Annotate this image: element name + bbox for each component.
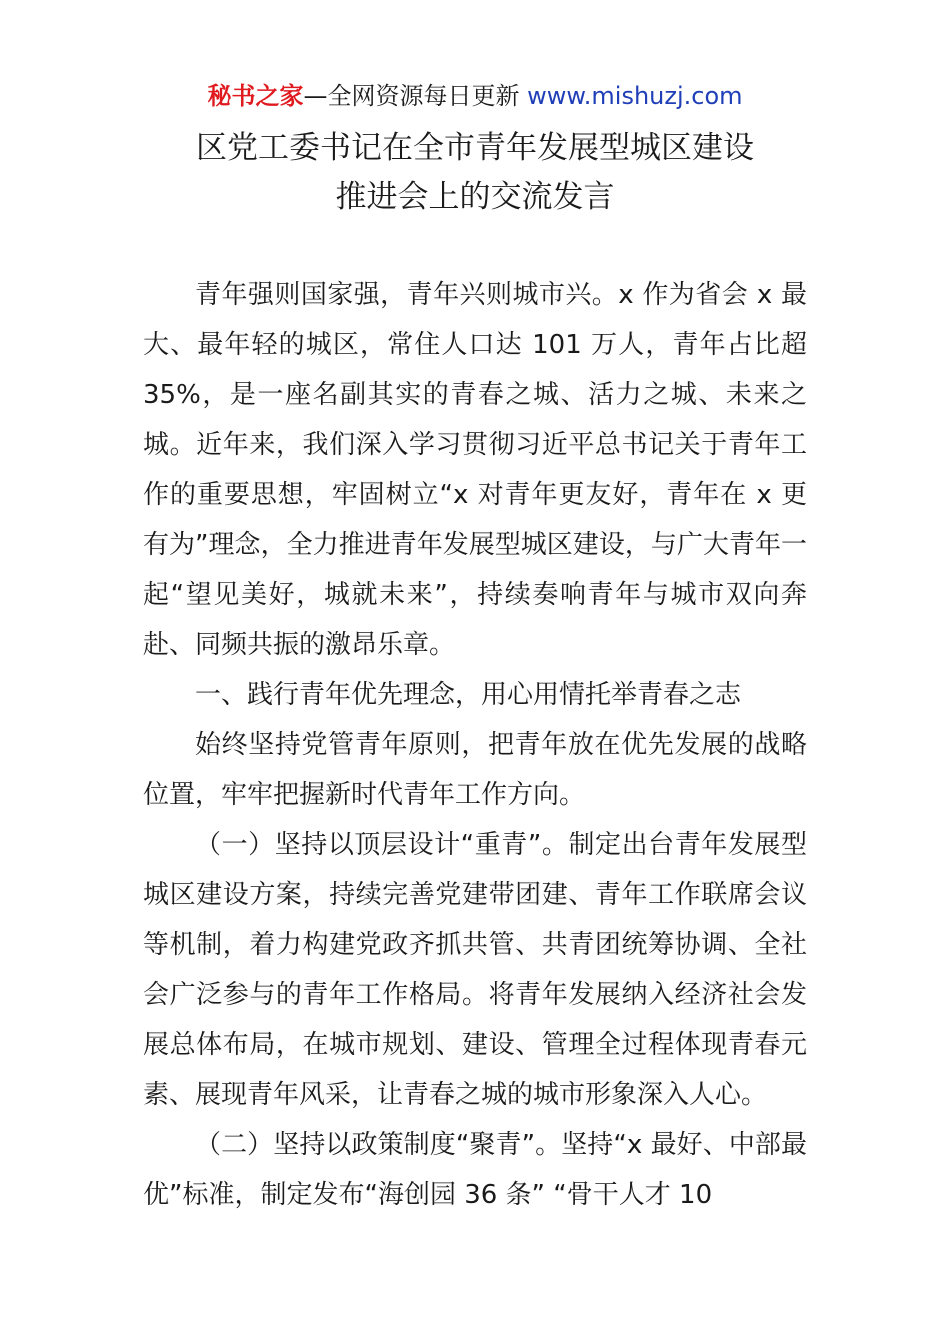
site-slogan: —全网资源每日更新	[303, 82, 528, 110]
site-name: 秘书之家	[207, 82, 304, 110]
paragraph-item-2: （二）坚持以政策制度“聚青”。坚持“x 最好、中部最优”标准，制定发布“海创园 36 条” “骨干人才 10	[143, 1130, 807, 1210]
section-heading-1: 一、践行青年优先理念，用心用情托举青春之志	[195, 680, 742, 710]
site-url-link[interactable]: www.mishuzj.com	[527, 82, 743, 110]
document-body	[143, 270, 807, 1220]
paragraph-section-1: 始终坚持党管青年原则，把青年放在优先发展的战略位置，牢牢把握新时代青年工作方向。	[143, 730, 807, 810]
document-title-line-2: 推进会上的交流发言	[335, 179, 615, 215]
paragraph-item-1: （一）坚持以顶层设计“重青”。制定出台青年发展型城区建设方案，持续完善党建带团建、青年工作联席会议等机制，着力构建党政齐抓共管、共青团统筹协调、全社会广泛参与的青年工作格局。将青年发展纳入经济社会发展总体布局，在城市规划、建设、管理全过程体现青春元素、展现青年风采，让青春之城的城市形象深入人心。	[143, 830, 807, 1110]
paragraph-intro: 青年强则国家强，青年兴则城市兴。x 作为省会 x 最大、最年轻的城区，常住人口达 101 万人，青年占比超 35%，是一座名副其实的青春之城、活力之城、未来之城。近年来，我们深入学习贯彻习近平总书记关于青年工作的重要思想，牢固树立“x 对青年更友好，青年在 x 更有为”理念，全力推进青年发展型城区建设，与广大青年一起“望见美好，城就未来”，持续奏响青年与城市双向奔赴、同频共振的激昂乐章。	[143, 280, 807, 660]
site-header	[0, 80, 950, 112]
document-title-line-1: 区党工委书记在全市青年发展型城区建设	[196, 130, 754, 166]
